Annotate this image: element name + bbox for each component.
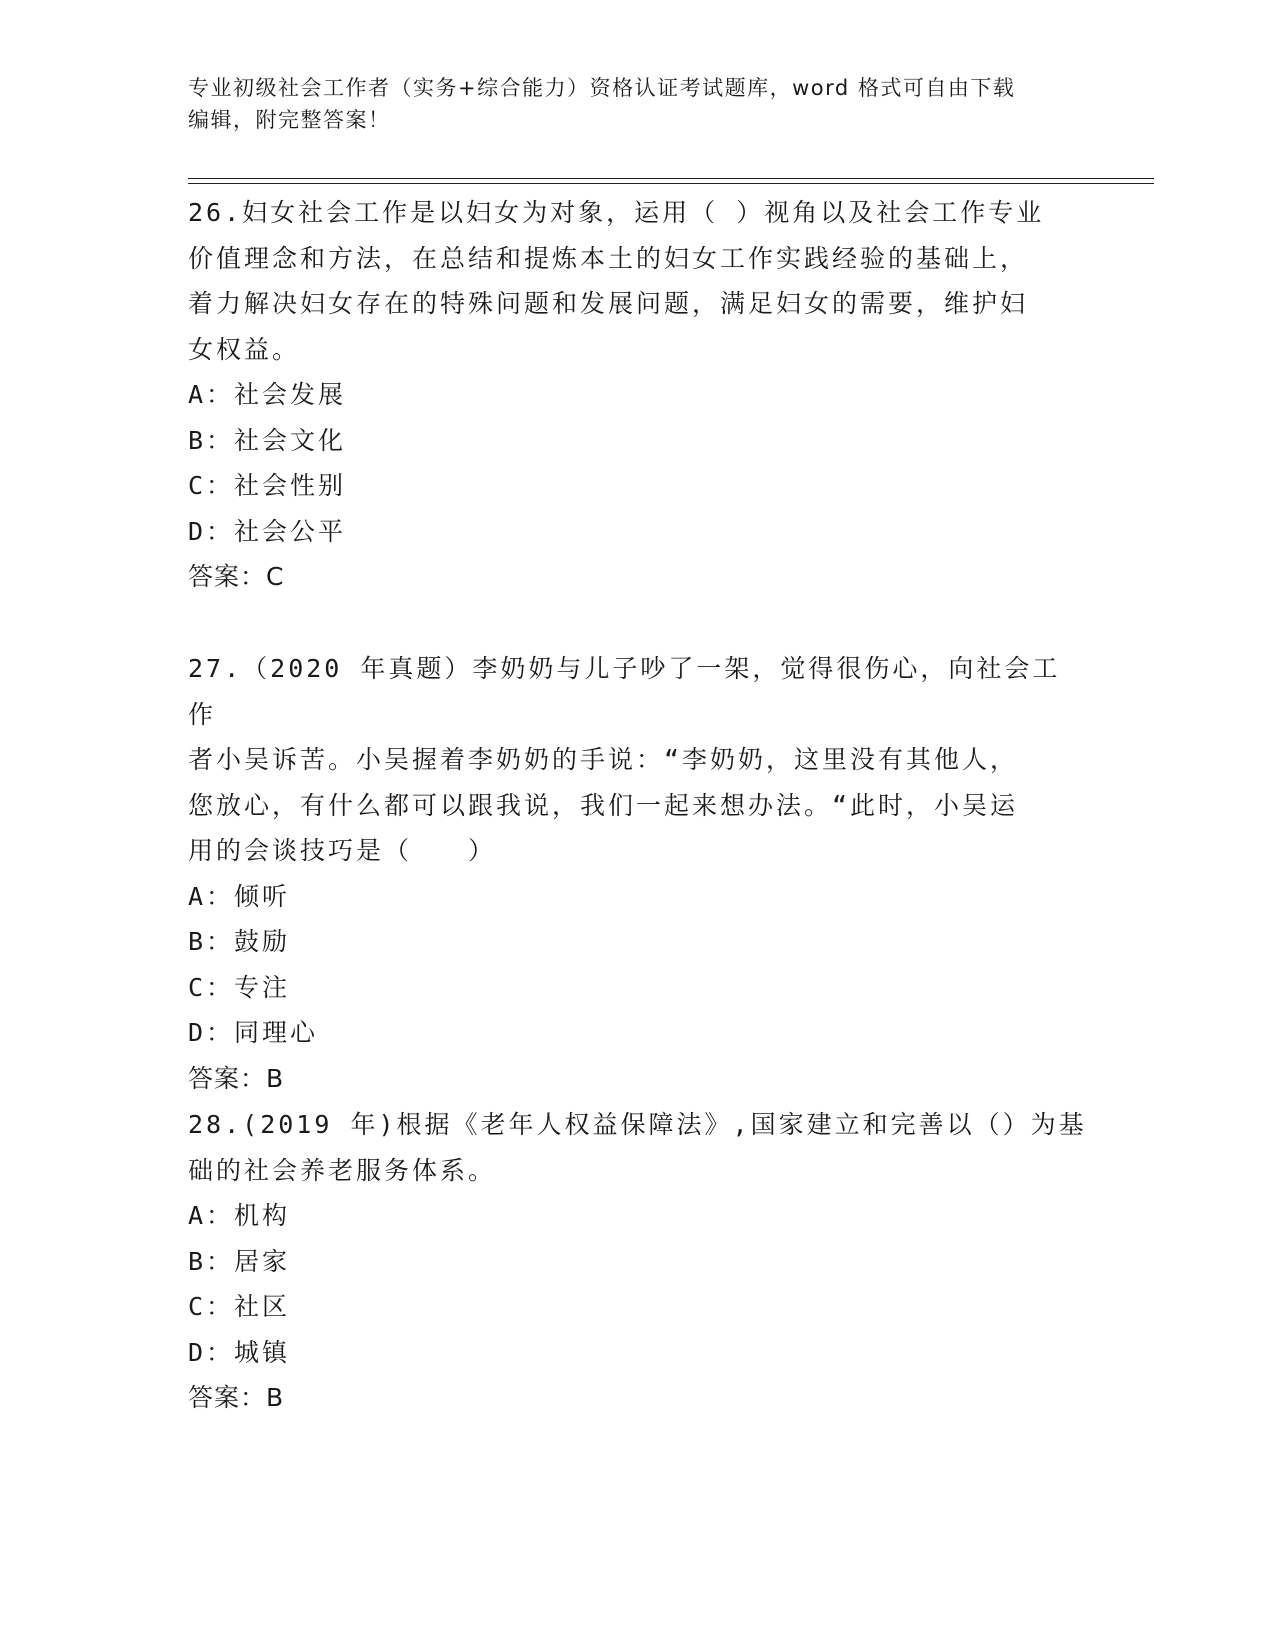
question-stem-line: 础的社会养老服务体系。 [188, 1155, 497, 1185]
option-c: C：社会性别 [188, 471, 347, 500]
answer: 答案：B [188, 1063, 285, 1093]
question-27 [188, 646, 1088, 1101]
header-divider-top [188, 178, 1154, 179]
option-d: D：社会公平 [188, 516, 347, 546]
answer: 答案：C [188, 562, 285, 591]
question-stem-line: 价值理念和方法，在总结和提炼本土的妇女工作实践经验的基础上， [188, 243, 1029, 273]
option-c: C：专注 [188, 972, 291, 1002]
option-c: C：社区 [188, 1292, 291, 1321]
question-stem-line: 27.（2020 年真题）李奶奶与儿子吵了一架，觉得很伤心，向社会工作 [188, 654, 1061, 729]
option-b: B：鼓励 [188, 927, 291, 956]
question-28 [188, 1102, 1088, 1421]
option-b: B：居家 [188, 1246, 291, 1276]
header-divider-bottom [188, 183, 1154, 184]
question-stem-line: 用的会谈技巧是（ ） [188, 836, 497, 865]
option-d: D：城镇 [188, 1337, 291, 1367]
option-b: B：社会文化 [188, 425, 347, 455]
page-header [188, 72, 1088, 136]
answer: 答案：B [188, 1383, 285, 1412]
question-26 [188, 190, 1088, 600]
option-a: A：社会发展 [188, 380, 347, 409]
header-line-1: 专业初级社会工作者（实务+综合能力）资格认证考试题库，word 格式可自由下载 [188, 76, 1016, 100]
question-stem-line: 26.妇女社会工作是以妇女为对象，运用（ ）视角以及社会工作专业 [188, 198, 1045, 227]
question-stem-line: 者小吴诉苦。小吴握着李奶奶的手说：“李奶奶，这里没有其他人， [188, 745, 1019, 774]
option-a: A：倾听 [188, 881, 291, 911]
question-stem-line: 您放心，有什么都可以跟我说，我们一起来想办法。“此时，小吴运 [188, 790, 1019, 820]
question-stem-line: 女权益。 [188, 334, 301, 364]
question-stem-line: 着力解决妇女存在的特殊问题和发展问题，满足妇女的需要，维护妇 [188, 289, 1029, 318]
header-line-2: 编辑，附完整答案！ [188, 108, 391, 132]
option-a: A：机构 [188, 1201, 291, 1230]
question-stem-line: 28.(2019 年)根据《老年人权益保障法》,国家建立和完善以（）为基 [188, 1110, 1087, 1139]
option-d: D：同理心 [188, 1018, 319, 1047]
